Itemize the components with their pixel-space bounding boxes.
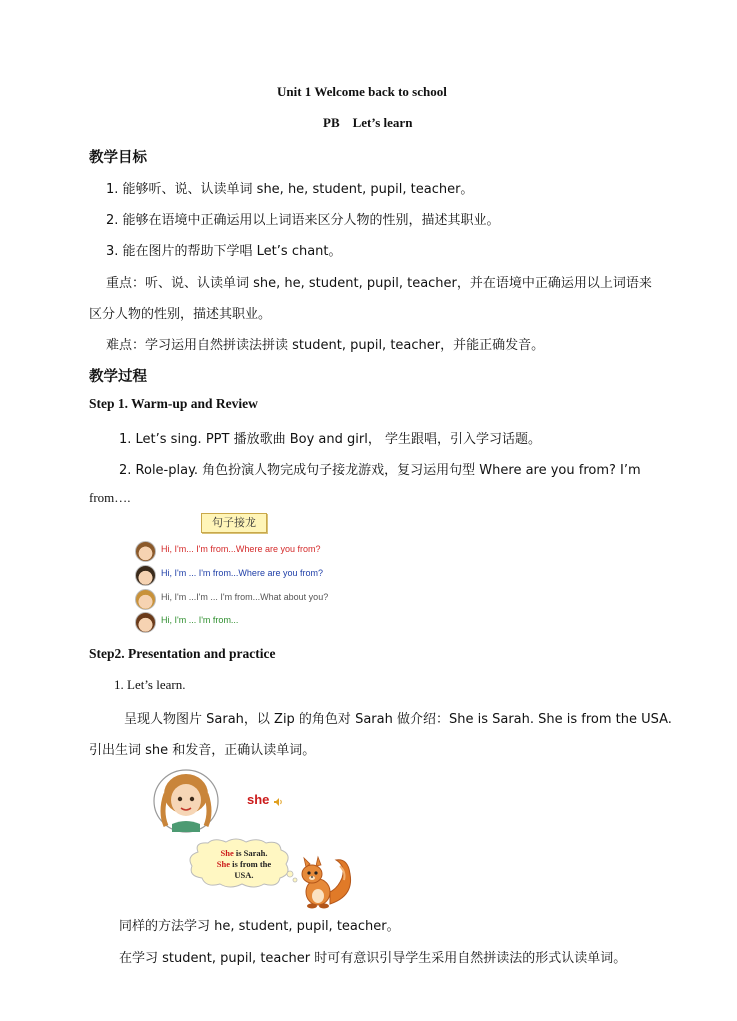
step2-para-line-2: 引出生词 she 和发音，正确认读单词。 (89, 743, 316, 758)
girl-avatar-icon (135, 541, 156, 562)
chain-text: Hi, I'm ... I'm from...Where are you from? (161, 568, 323, 578)
goals-heading: 教学目标 (89, 150, 147, 166)
step2-item-1: 1. Let’s learn. (114, 677, 186, 692)
document-title: Unit 1 Welcome back to school (277, 84, 447, 99)
step1-item-1: 1. Let’s sing. PPT 播放歌曲 Boy and girl， 学生跟唱，引入学习话题。 (119, 432, 541, 447)
step2-after-1: 同样的方法学习 he, student, pupil, teacher。 (119, 919, 400, 934)
step2-title: Step2. Presentation and practice (89, 646, 276, 661)
boy-avatar-icon (135, 565, 156, 586)
goal-item-2: 2. 能够在语境中正确运用以上词语来区分人物的性别，描述其职业。 (106, 213, 500, 228)
bubble-she-2: She (216, 859, 231, 869)
step1-item-2-line-2: from…. (89, 490, 131, 505)
zip-squirrel-icon (296, 852, 358, 910)
bubble-line-3: USA. (234, 870, 254, 880)
chain-game-tag: 句子接龙 (201, 513, 267, 533)
chain-text: Hi, I'm ... I'm from... (161, 615, 239, 625)
bubble-line-1 (196, 848, 292, 859)
step1-title: Step 1. Warm-up and Review (89, 396, 258, 411)
speaker-icon[interactable] (273, 797, 283, 807)
sarah-portrait-icon (152, 768, 224, 834)
key-point-line-1: 重点：听、说、认读单词 she, he, student, pupil, teacher，并在语境中正确运用以上词语来 (106, 276, 652, 291)
girl-avatar-icon (135, 589, 156, 610)
chain-text: Hi, I'm ...I'm ... I'm from...What about you? (161, 592, 329, 602)
goal-item-1: 1. 能够听、说、认读单词 she, he, student, pupil, teacher。 (106, 182, 474, 197)
step2-after-2: 在学习 student, pupil, teacher 时可有意识引导学生采用自然拼读法的形式认读单词。 (119, 951, 627, 966)
bubble-line-1-rest: is Sarah. (233, 848, 268, 858)
difficult-point: 难点：学习运用自然拼读法拼读 student, pupil, teacher，并能正确发音。 (106, 338, 545, 353)
key-point-line-2: 区分人物的性别，描述其职业。 (89, 307, 272, 322)
lesson-subtitle: PB Let’s learn (323, 115, 413, 130)
vocab-word-she: she (247, 792, 270, 807)
bubble-text (196, 848, 292, 881)
step1-item-2-line-1: 2. Role-play. 角色扮演人物完成句子接龙游戏，复习运用句型 Where are you from? I’m (119, 463, 641, 478)
chain-text: Hi, I'm... I'm from...Where are you from? (161, 544, 321, 554)
bubble-line-2-rest: is from the (230, 859, 272, 869)
goal-item-3: 3. 能在图片的帮助下学唱 Let’s chant。 (106, 244, 342, 259)
boy-avatar-icon (135, 612, 156, 633)
process-heading: 教学过程 (89, 369, 147, 385)
step2-para-line-1: 呈现人物图片 Sarah，以 Zip 的角色对 Sarah 做介绍：She is Sarah. She is from the USA. (124, 712, 672, 727)
bubble-line-2 (196, 859, 292, 870)
bubble-she-1: She (220, 848, 234, 858)
